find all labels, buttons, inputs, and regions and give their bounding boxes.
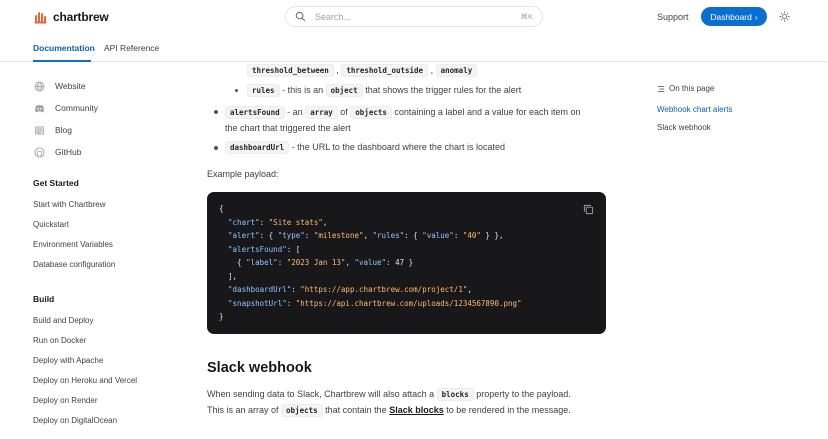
alertsfound-item xyxy=(225,104,581,121)
slack-webhook-heading: Slack webhook xyxy=(207,360,312,376)
globe-icon xyxy=(33,80,45,92)
inline-code: threshold_outside xyxy=(341,64,428,77)
list-bullet xyxy=(214,146,218,150)
toc-item-webhook-chart-alerts[interactable]: Webhook chart alerts xyxy=(657,105,733,114)
inline-code: dashboardUrl xyxy=(225,141,289,154)
tab-api-reference[interactable]: API Reference xyxy=(104,43,160,53)
inline-code: blocks xyxy=(437,388,474,401)
chevron-right-icon: › xyxy=(754,11,758,22)
rules-item xyxy=(247,82,521,99)
threshold-codes-line xyxy=(247,62,477,79)
inline-code: anomaly xyxy=(436,64,478,77)
search-input[interactable] xyxy=(285,6,543,27)
sidebar-item-run-on-docker[interactable]: Run on Docker xyxy=(33,336,87,345)
tab-documentation[interactable]: Documentation xyxy=(33,43,95,53)
alertsfound-item-cont: the chart that triggered the alert xyxy=(225,123,351,133)
inline-code: array xyxy=(305,106,338,119)
text: - an xyxy=(284,107,306,117)
text: to be rendered in the message. xyxy=(443,405,571,415)
sidebar-link-label: Website xyxy=(55,81,86,91)
support-link[interactable]: Support xyxy=(657,12,689,22)
sidebar-item-deploy-on-render[interactable]: Deploy on Render xyxy=(33,396,98,405)
code-line: { "label": "2023 Jan 13", "value": 47 } xyxy=(219,258,414,267)
text: - the URL to the dashboard where the chart is located xyxy=(289,142,505,152)
code-line: } xyxy=(219,312,224,321)
dashboardurl-item xyxy=(225,139,505,156)
search-shortcut: ⌘K xyxy=(520,12,533,21)
dashboard-button-label: Dashboard xyxy=(710,11,752,22)
text: containing a label and a value for each item on xyxy=(391,107,581,117)
list-bullet xyxy=(235,89,238,92)
text: This is an array of xyxy=(207,405,282,415)
text: that contain the xyxy=(322,405,390,415)
sidebar-item-database-configuration[interactable]: Database configuration xyxy=(33,260,116,269)
code-line: "alert": { "type": "milestone", "rules": { "value": "40" } }, xyxy=(228,231,504,240)
toc-item-slack-webhook[interactable]: Slack webhook xyxy=(657,123,711,132)
code-line: ], xyxy=(219,271,238,281)
code-line: "dashboardUrl": "https://app.chartbrew.com/project/1", xyxy=(228,285,472,294)
top-header xyxy=(0,0,828,34)
sidebar-link-label: Blog xyxy=(55,125,73,135)
nav-tabs xyxy=(0,34,828,62)
slack-blocks-link[interactable]: Slack blocks xyxy=(389,405,444,415)
slack-paragraph-line-1 xyxy=(207,386,571,403)
separator-comma: , xyxy=(336,65,339,75)
sun-icon[interactable] xyxy=(779,11,790,22)
sidebar-link-blog[interactable] xyxy=(33,124,72,136)
example-label: Example payload: xyxy=(207,169,279,179)
newspaper-icon xyxy=(33,124,45,136)
inline-code: threshold_between xyxy=(247,64,334,77)
sidebar-link-label: Community xyxy=(55,103,98,113)
text: that shows the trigger rules for the alert xyxy=(362,85,522,95)
code-line: "snapshotUrl": "https://api.chartbrew.com/uploads/1234567890.png" xyxy=(228,298,522,308)
sidebar-section-title: Build xyxy=(33,294,55,304)
sidebar-item-deploy-with-apache[interactable]: Deploy with Apache xyxy=(33,356,104,365)
inline-code: objects xyxy=(350,106,392,119)
text: When sending data to Slack, Chartbrew will also attach a xyxy=(207,389,437,399)
toc-title xyxy=(657,84,714,93)
dashboard-button[interactable] xyxy=(701,7,767,26)
brand-logo[interactable] xyxy=(33,9,109,25)
list-icon xyxy=(657,85,665,93)
sidebar-link-website[interactable] xyxy=(33,80,86,92)
code-line: "alertsFound": [ xyxy=(228,244,301,254)
sidebar-item-build-and-deploy[interactable]: Build and Deploy xyxy=(33,316,94,325)
text: of xyxy=(337,107,351,117)
sidebar-item-environment-variables[interactable]: Environment Variables xyxy=(33,240,113,249)
code-line: "chart": "Site stats", xyxy=(228,217,328,227)
brand-name: chartbrew xyxy=(53,10,109,24)
sidebar-link-label: GitHub xyxy=(55,147,82,157)
sidebar-item-start-with-chartbrew[interactable]: Start with Chartbrew xyxy=(33,200,106,209)
sidebar-link-github[interactable] xyxy=(33,146,81,158)
inline-code: rules xyxy=(247,84,280,97)
inline-code: objects xyxy=(281,404,323,417)
active-tab-indicator xyxy=(33,60,91,62)
slack-paragraph-line-2 xyxy=(207,402,571,419)
sidebar-link-community[interactable] xyxy=(33,102,98,114)
sidebar-item-quickstart[interactable]: Quickstart xyxy=(33,220,70,229)
code-block xyxy=(207,192,606,334)
text: property to the payload. xyxy=(473,389,571,399)
search-icon xyxy=(295,11,306,22)
sidebar-item-deploy-on-heroku-and-vercel[interactable]: Deploy on Heroku and Vercel xyxy=(33,376,138,385)
list-bullet xyxy=(214,110,218,114)
chartbrew-logo-icon xyxy=(33,9,49,25)
text: - this is an xyxy=(279,85,326,95)
code-line: { xyxy=(219,204,224,213)
search-placeholder: Search... xyxy=(315,11,352,22)
separator-comma: , xyxy=(430,65,434,75)
sidebar-item-deploy-on-digitalocean[interactable]: Deploy on DigitalOcean xyxy=(33,416,118,425)
toc-title-label: On this page xyxy=(669,84,715,93)
github-icon xyxy=(33,146,45,158)
discord-icon xyxy=(33,102,45,114)
inline-code: object xyxy=(326,84,363,97)
sidebar-section-title: Get Started xyxy=(33,178,79,188)
copy-icon[interactable] xyxy=(583,204,594,215)
inline-code: alertsFound xyxy=(225,106,285,119)
